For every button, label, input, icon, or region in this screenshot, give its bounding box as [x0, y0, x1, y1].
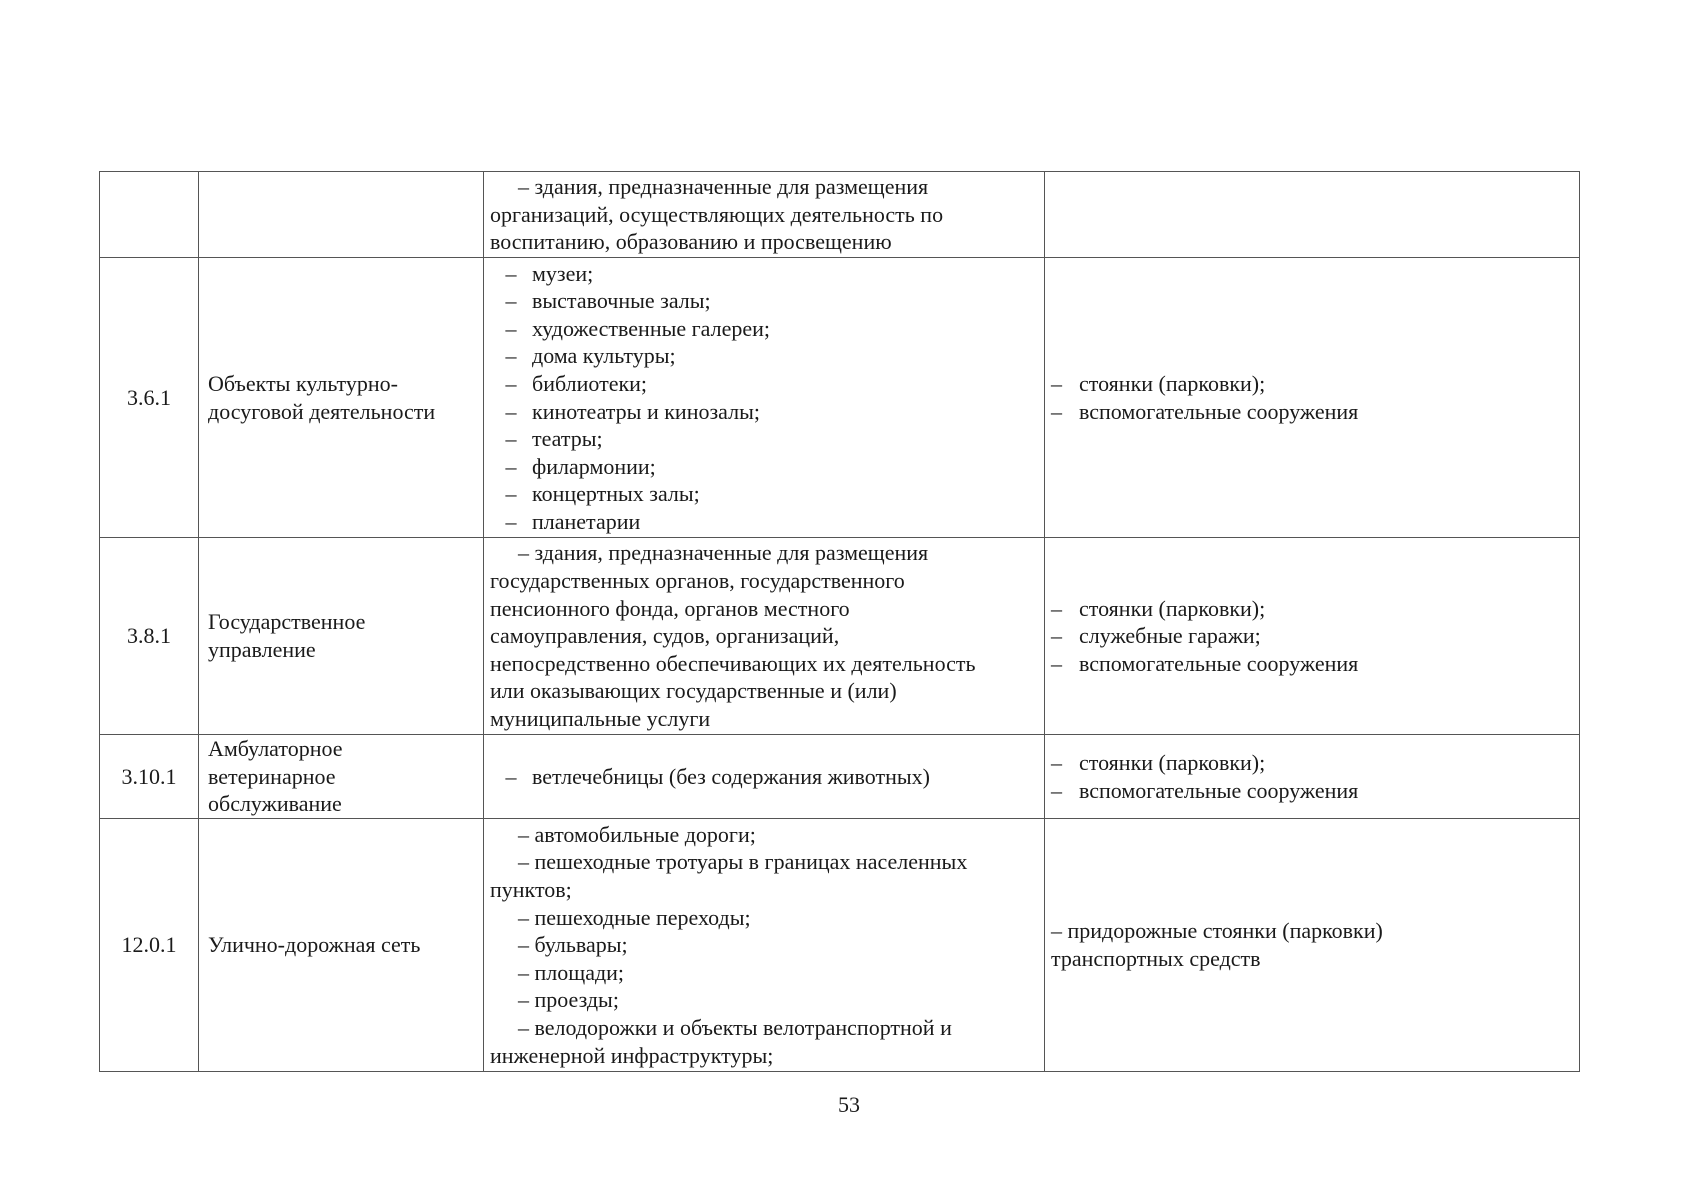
list-item: – вспомогательные сооружения [1051, 777, 1359, 803]
text-line: – здания, предназначенные для размещения [518, 174, 929, 200]
text-line: Объекты культурно- [208, 370, 398, 396]
text-line: государственных органов, государственного [490, 568, 905, 594]
text-line: Улично-дорожная сеть [208, 932, 421, 958]
text-line: транспортных средств [1051, 946, 1261, 971]
list-item: – ветлечебницы (без содержания животных) [505, 763, 930, 789]
text-line: управление [208, 637, 316, 662]
text-line: – бульвары; [518, 932, 628, 958]
main-uses-cell [484, 258, 1045, 538]
main-uses-cell [484, 538, 1045, 735]
land-use-table [99, 171, 1580, 1072]
text-line: непосредственно обеспечивающих их деятельность [490, 650, 976, 676]
code-cell: 3.8.1 [100, 538, 199, 735]
text-line: ветеринарное [208, 763, 336, 789]
text-line: организаций, осуществляющих деятельность по [490, 201, 944, 227]
list-item: – вспомогательные сооружения [1051, 398, 1359, 424]
text-line: – здания, предназначенные для размещения [518, 540, 929, 566]
list-item: – стоянки (парковки); [1051, 749, 1266, 775]
text-line: или оказывающих государственные и (или) [490, 678, 897, 704]
list-item: – художественные галереи; [505, 315, 771, 341]
text-line: инженерной инфраструктуры; [490, 1042, 774, 1068]
text-line: воспитанию, образованию и просвещению [490, 229, 892, 255]
list-item: – концертных залы; [505, 481, 700, 507]
table-row [100, 819, 1580, 1072]
text-line: – проезды; [518, 987, 619, 1013]
list-item: – театры; [505, 426, 603, 452]
list-item: – стоянки (парковки); [1051, 595, 1266, 621]
name-cell [199, 538, 484, 735]
name-cell [199, 172, 484, 258]
list-item: – планетарии [505, 508, 641, 534]
text-line: пунктов; [490, 877, 572, 903]
code-cell: 3.6.1 [100, 258, 199, 538]
list-item: – вспомогательные сооружения [1051, 650, 1359, 676]
list-item: – стоянки (парковки); [1051, 370, 1266, 396]
main-uses-cell [484, 172, 1045, 258]
text-line: Государственное [208, 609, 366, 635]
list-item: – музеи; [505, 260, 594, 286]
text-line: обслуживание [208, 791, 342, 817]
text-line: – площади; [518, 959, 625, 985]
auxiliary-uses-cell [1045, 258, 1580, 538]
page-number: 53 [838, 1092, 860, 1117]
code-cell: 3.10.1 [100, 735, 199, 819]
text-line: муниципальные услуги [490, 705, 711, 731]
name-cell [199, 735, 484, 819]
text-line: самоуправления, судов, организаций, [490, 623, 840, 649]
list-item: – выставочные залы; [505, 288, 711, 314]
table-row [100, 258, 1580, 538]
table-row [100, 538, 1580, 735]
auxiliary-uses-cell [1045, 735, 1580, 819]
name-cell [199, 819, 484, 1072]
text-line: пенсионного фонда, органов местного [490, 595, 850, 621]
text-line: досуговой деятельности [208, 398, 436, 424]
code-cell [100, 172, 199, 258]
auxiliary-uses-cell [1045, 538, 1580, 735]
text-line: – придорожные стоянки (парковки) [1051, 918, 1383, 944]
name-cell [199, 258, 484, 538]
text-line: – велодорожки и объекты велотранспортной и [518, 1014, 952, 1040]
list-item: – библиотеки; [505, 370, 648, 396]
list-item: – кинотеатры и кинозалы; [505, 398, 760, 424]
list-item: – дома культуры; [505, 343, 676, 369]
main-uses-cell [484, 735, 1045, 819]
main-uses-cell [484, 819, 1045, 1072]
auxiliary-uses-cell [1045, 172, 1580, 258]
auxiliary-uses-cell [1045, 819, 1580, 1072]
table-row [100, 172, 1580, 258]
text-line: Амбулаторное [208, 736, 343, 762]
code-cell: 12.0.1 [100, 819, 199, 1072]
table-row [100, 735, 1580, 819]
text-line: – пешеходные переходы; [518, 904, 751, 930]
list-item: – служебные гаражи; [1051, 623, 1261, 649]
text-line: – пешеходные тротуары в границах населенных [518, 849, 968, 875]
list-item: – филармонии; [505, 453, 656, 479]
text-line: – автомобильные дороги; [518, 821, 756, 847]
